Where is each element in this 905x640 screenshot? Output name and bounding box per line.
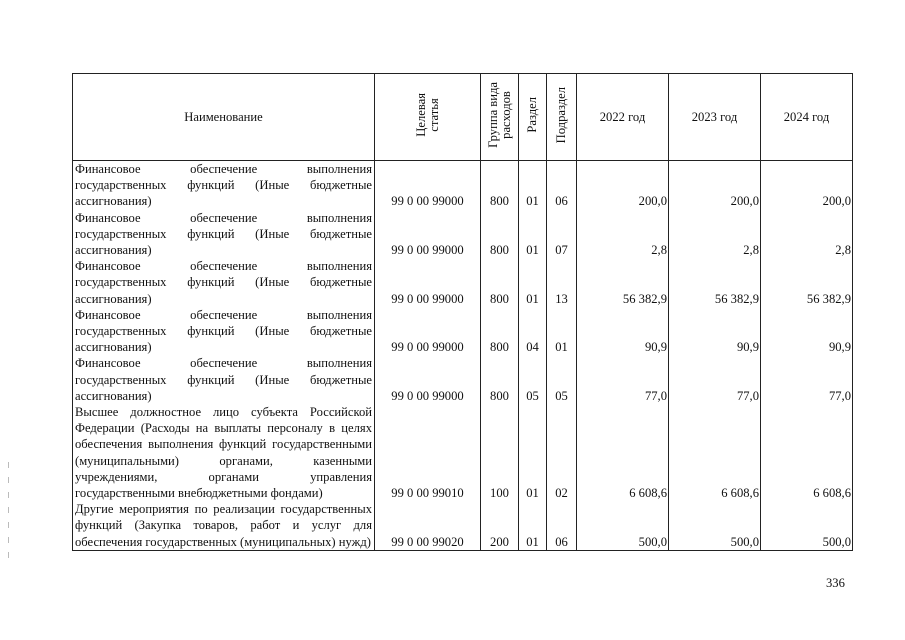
row-target-article: 99 0 00 99000 (375, 161, 481, 210)
table-header-row (73, 74, 853, 161)
budget-table (72, 73, 853, 551)
header-section: Раздел (519, 74, 547, 161)
scan-mark (8, 522, 9, 528)
row-subsection: 05 (547, 355, 577, 404)
table-row (73, 501, 853, 550)
scan-edge-marks (8, 462, 10, 582)
row-value-2023: 500,0 (669, 501, 761, 550)
scan-mark (8, 462, 9, 468)
row-section: 01 (519, 258, 547, 307)
table-row (73, 161, 853, 210)
row-value-2022: 56 382,9 (577, 258, 669, 307)
row-value-2022: 6 608,6 (577, 404, 669, 501)
header-2023: 2023 год (669, 74, 761, 161)
row-section: 01 (519, 210, 547, 259)
row-value-2022: 2,8 (577, 210, 669, 259)
scan-mark (8, 477, 9, 483)
header-2022: 2022 год (577, 74, 669, 161)
row-subsection: 13 (547, 258, 577, 307)
row-value-2023: 56 382,9 (669, 258, 761, 307)
row-value-2024: 500,0 (761, 501, 853, 550)
row-subsection: 07 (547, 210, 577, 259)
page-number: 336 (826, 576, 845, 590)
row-name: Другие мероприятия по реализации государственных функций (Закупка товаров, работ и услуг для обеспечения государственных (муниципальных) нужд) (73, 501, 375, 550)
row-value-2022: 77,0 (577, 355, 669, 404)
row-name: Финансовое обеспечение выполнения государственных функций (Иные бюджетные ассигнования) (73, 258, 375, 307)
row-name: Финансовое обеспечение выполнения государственных функций (Иные бюджетные ассигнования) (73, 210, 375, 259)
scan-mark (8, 552, 9, 558)
row-name: Финансовое обеспечение выполнения государственных функций (Иные бюджетные ассигнования) (73, 161, 375, 210)
table-row (73, 307, 853, 356)
header-2024: 2024 год (761, 74, 853, 161)
row-expense-group: 800 (481, 210, 519, 259)
table-row (73, 210, 853, 259)
row-target-article: 99 0 00 99000 (375, 210, 481, 259)
row-value-2024: 6 608,6 (761, 404, 853, 501)
row-value-2022: 90,9 (577, 307, 669, 356)
row-value-2023: 77,0 (669, 355, 761, 404)
row-value-2024: 77,0 (761, 355, 853, 404)
row-target-article: 99 0 00 99000 (375, 307, 481, 356)
row-name: Высшее должностное лицо субъекта Российской Федерации (Расходы на выплаты персоналу в целях обеспечения выполнения функций государственными (муниципальными) органами, казенными учреждениями, органами управления государственными внебюджетными фондами) (73, 404, 375, 501)
row-target-article: 99 0 00 99000 (375, 355, 481, 404)
row-target-article: 99 0 00 99010 (375, 404, 481, 501)
row-value-2023: 90,9 (669, 307, 761, 356)
row-section: 05 (519, 355, 547, 404)
row-expense-group: 800 (481, 161, 519, 210)
row-subsection: 06 (547, 501, 577, 550)
header-expense-group: Группа вида расходов (481, 74, 519, 161)
row-value-2024: 56 382,9 (761, 258, 853, 307)
row-value-2024: 90,9 (761, 307, 853, 356)
row-value-2022: 200,0 (577, 161, 669, 210)
row-expense-group: 200 (481, 501, 519, 550)
table-row (73, 355, 853, 404)
row-name: Финансовое обеспечение выполнения государственных функций (Иные бюджетные ассигнования) (73, 307, 375, 356)
row-section: 04 (519, 307, 547, 356)
row-value-2023: 6 608,6 (669, 404, 761, 501)
scan-mark (8, 492, 9, 498)
header-name: Наименование (73, 74, 375, 161)
row-expense-group: 800 (481, 355, 519, 404)
row-value-2023: 2,8 (669, 210, 761, 259)
header-target-article: Целевая статья (375, 74, 481, 161)
row-target-article: 99 0 00 99000 (375, 258, 481, 307)
header-subsection: Подраздел (547, 74, 577, 161)
row-section: 01 (519, 501, 547, 550)
scan-mark (8, 537, 9, 543)
row-target-article: 99 0 00 99020 (375, 501, 481, 550)
table-row (73, 258, 853, 307)
table-row (73, 404, 853, 501)
row-name: Финансовое обеспечение выполнения государственных функций (Иные бюджетные ассигнования) (73, 355, 375, 404)
row-subsection: 06 (547, 161, 577, 210)
row-value-2022: 500,0 (577, 501, 669, 550)
row-value-2023: 200,0 (669, 161, 761, 210)
row-expense-group: 800 (481, 307, 519, 356)
row-section: 01 (519, 404, 547, 501)
row-section: 01 (519, 161, 547, 210)
row-subsection: 01 (547, 307, 577, 356)
row-subsection: 02 (547, 404, 577, 501)
row-expense-group: 800 (481, 258, 519, 307)
row-value-2024: 2,8 (761, 210, 853, 259)
scan-mark (8, 507, 9, 513)
row-expense-group: 100 (481, 404, 519, 501)
row-value-2024: 200,0 (761, 161, 853, 210)
